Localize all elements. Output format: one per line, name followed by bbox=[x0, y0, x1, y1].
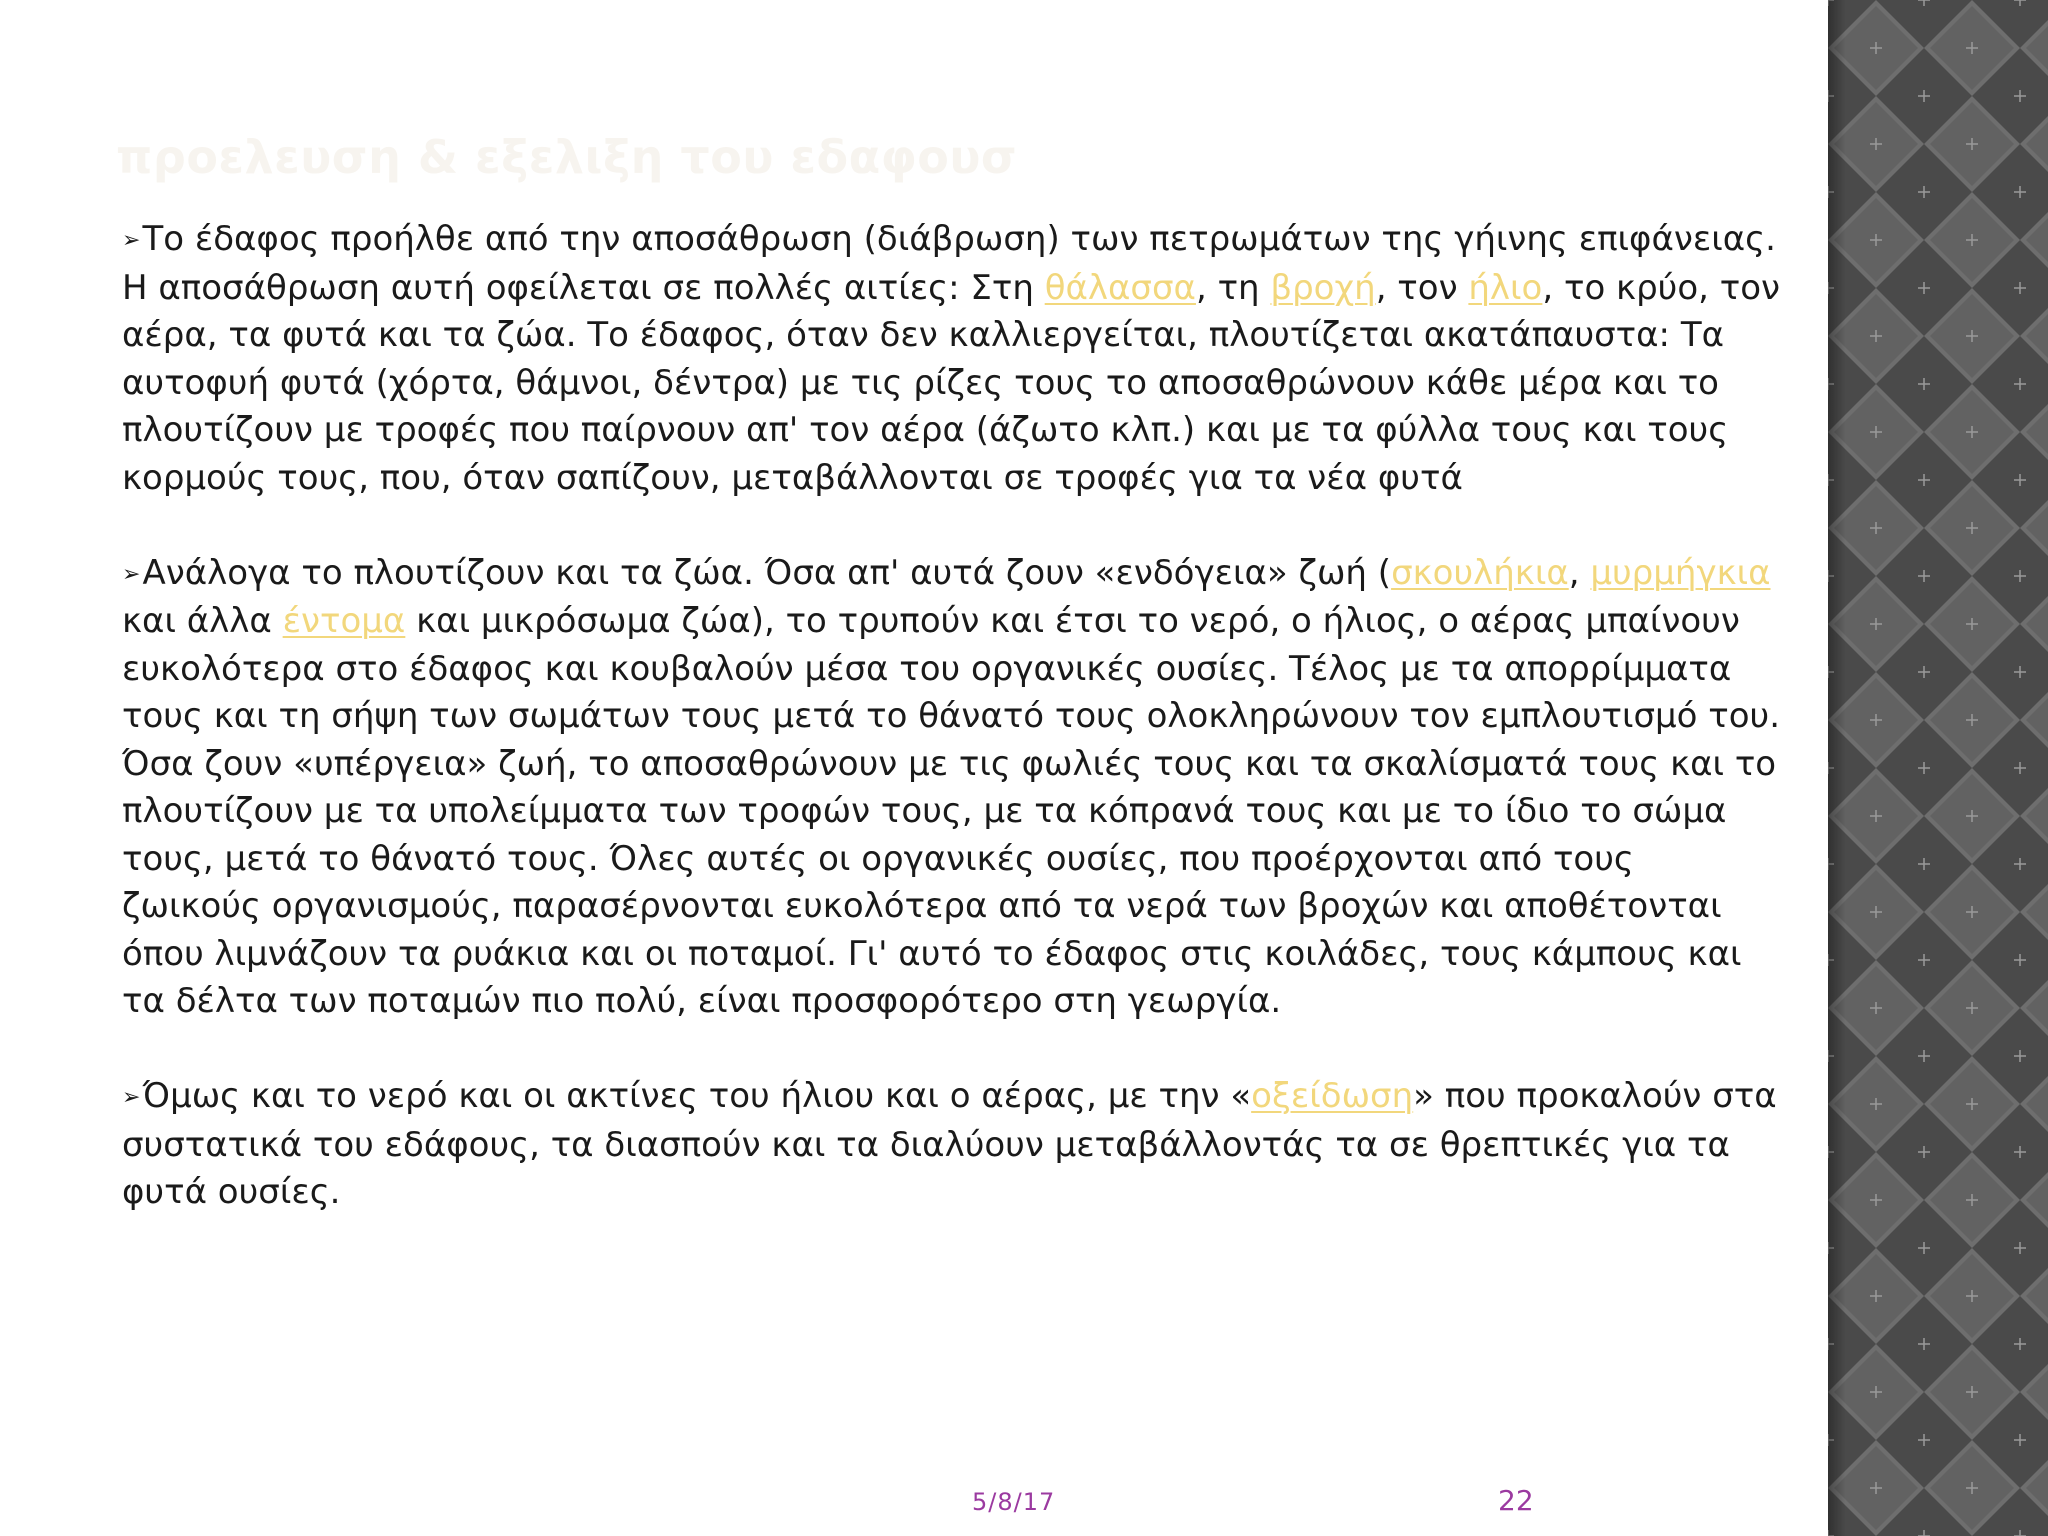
hyperlink[interactable]: μυρμήγκια bbox=[1590, 552, 1771, 593]
footer-date: 5/8/17 bbox=[972, 1488, 1056, 1516]
paragraph-text: , το κρύο, τον αέρα, τα φυτά και τα ζώα. Το έδαφος, όταν δεν καλλιεργείται, πλουτίζεται ακατάπαυστα: Τα αυτοφυή φυτά (χόρτα, θάμνοι, δέντρα) με τις ρίζες τους το αποσαθρώνουν κάθε μέρα και το πλουτίζουν με τροφές που παίρνουν απ' τον αέρα (άζωτο κλπ.) και με τα φύλλα τους και τους κορμούς τους, που, όταν σαπίζουν, μεταβάλλονται σε τροφές για τα νέα φυτά bbox=[122, 267, 1781, 498]
bullet-icon: ➢ bbox=[122, 228, 141, 253]
hyperlink[interactable]: θάλασσα bbox=[1044, 267, 1196, 308]
paragraph-text: Όμως και το νερό και οι ακτίνες του ήλιου και ο αέρας, με την « bbox=[142, 1076, 1252, 1116]
slide-body bbox=[122, 216, 1782, 1264]
hyperlink[interactable]: έντομα bbox=[282, 601, 406, 641]
paragraph-text: , τη bbox=[1195, 267, 1271, 308]
side-panel-pattern bbox=[1828, 0, 2048, 1536]
page-number: 22 bbox=[1498, 1484, 1534, 1517]
paragraph-text: και μικρόσωμα ζώα), το τρυπούν και έτσι το νερό, ο ήλιος, ο αέρας μπαίνουν ευκολότερα στο έδαφος και κουβαλούν μέσα του οργανικές ουσίες. Τέλος με τα απορρίμματα τους και τη σήψη των σωμάτων τους μετά το θάνατό τους ολοκληρώνουν τον εμπλουτισμό του. Όσα ζουν «υπέργεια» ζωή, το αποσαθρώνουν με τις φωλιές τους και τα σκαλίσματά τους και το πλουτίζουν με τα υπολείμματα των τροφών τους, με τα κόπρανά τους και με το ίδιο το σώμα τους, μετά το θάνατό τους. Όλες αυτές οι οργανικές ουσίες, που προέρχονται από τους ζωικούς οργανισμούς, παρασέρνονται ευκολότερα από τα νερά των βροχών και αποθέτονται όπου λιμνάζουν τα ρυάκια και οι ποταμοί. Γι' αυτό το έδαφος στις κοιλάδες, τους κάμπους και τα δέλτα των ποταμών πιο πολύ, είναι προσφορότερο στη γεωργία. bbox=[122, 601, 1781, 1021]
paragraph-text: Το έδαφος προήλθε από την αποσάθρωση (διάβρωση) των πετρωμάτων της γήινης επιφάνειας. Η αποσάθρωση αυτή οφείλεται σε πολλές αιτίες: Στη bbox=[122, 219, 1776, 308]
paragraph bbox=[122, 216, 1782, 502]
paragraph-text: και άλλα bbox=[122, 601, 283, 641]
paragraph bbox=[122, 1073, 1782, 1217]
paragraph-text: , bbox=[1568, 552, 1591, 593]
paragraph-text: » που προκαλούν στα συστατικά του εδάφους, τα διασπούν και τα διαλύουν μεταβάλλοντάς τα σε θρεπτικές για τα φυτά ουσίες. bbox=[122, 1076, 1777, 1212]
decorative-side-panel bbox=[1828, 0, 2048, 1536]
paragraph-text: Ανάλογα το πλουτίζουν και τα ζώα. Όσα απ' αυτά ζουν «ενδόγεια» ζωή ( bbox=[142, 552, 1392, 593]
bullet-icon: ➢ bbox=[122, 1085, 141, 1110]
bullet-icon: ➢ bbox=[122, 561, 141, 587]
hyperlink[interactable]: σκουλήκια bbox=[1391, 552, 1569, 593]
paragraph bbox=[122, 550, 1782, 1026]
paragraph-text: , τον bbox=[1375, 267, 1469, 308]
hyperlink[interactable]: ήλιο bbox=[1468, 267, 1543, 308]
slide-title: προελευση & εξελιξη του εδαφουσ bbox=[116, 130, 1018, 184]
hyperlink[interactable]: βροχή bbox=[1270, 267, 1376, 308]
hyperlink[interactable]: οξείδωση bbox=[1251, 1076, 1414, 1116]
